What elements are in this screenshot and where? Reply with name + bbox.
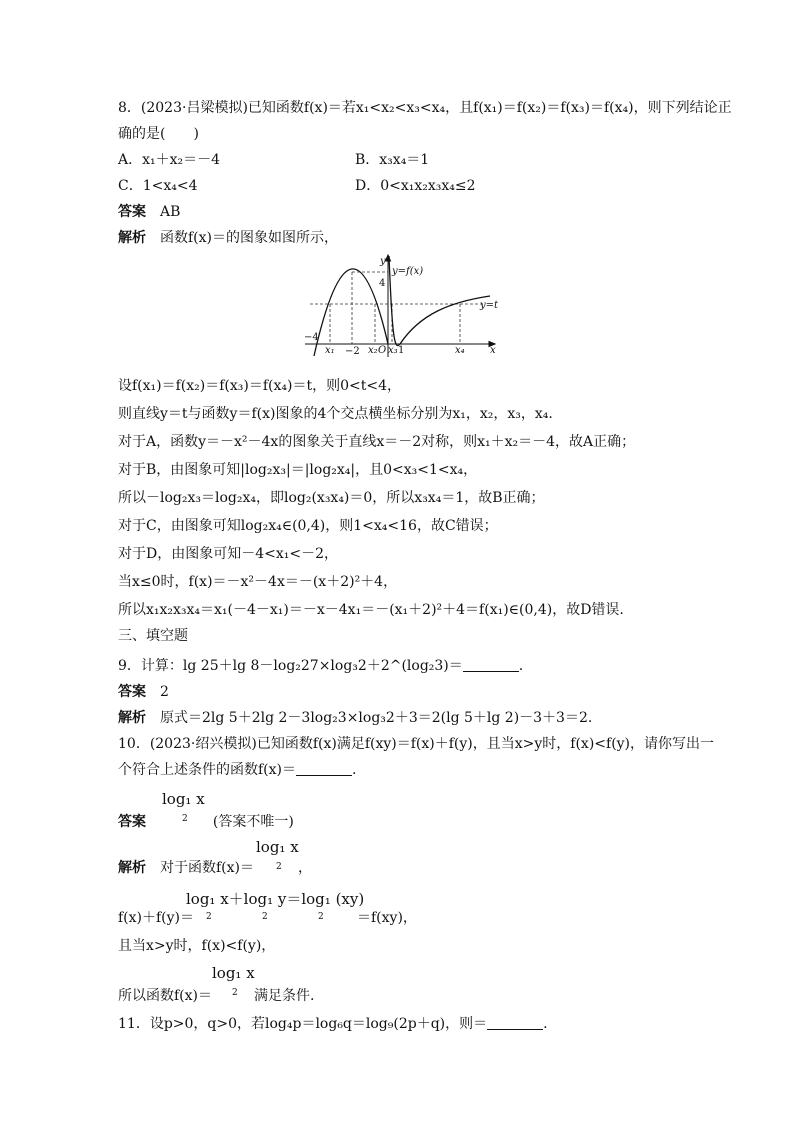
parabola-branch [314,269,388,356]
tick-four: 4 [379,278,386,289]
answer-log-expression: log₁ x [162,790,205,808]
q11-blank [487,1015,543,1030]
q8-stem-line1: 8．(2023·吕梁模拟)已知函数f(x)＝若x₁<x₂<x₃<x₄，且f(x₁)＝f(x₂)＝f(x₃)＝f(x₄)，则下列结论正 [118,100,732,116]
analysis-line-7: 对于D，由图象可知－4<x₁<－2， [118,546,339,562]
q9-analysis-row [118,708,592,728]
q9-blank [463,657,519,672]
q9-stem: 9．计算：lg 25＋lg 8－log₂27×log₃2＋2^(log₂3)＝ [118,658,463,674]
analysis-line-2: 则直线y＝t与函数y＝f(x)图象的4个交点横坐标分别为x₁，x₂，x₃，x₄. [118,406,553,422]
analysis-intro: 函数f(x)＝的图象如图所示， [160,230,339,246]
q10-analysis-line2-end: ＝f(xy)， [357,910,417,926]
q10-answer-row [118,812,294,832]
q10-stem-line2-row: 个符合上述条件的函数f(x)＝ . [118,762,357,778]
q8-option-c: C．1<x₄<4 [118,178,198,194]
answer-note: (答案不唯一) [212,814,294,830]
q9-answer-row [118,682,169,702]
t-line-label: y=t [480,300,499,311]
tick-neg4: −4 [304,332,319,343]
function-graph [300,252,510,360]
q8-option-b: B．x₃x₄＝1 [355,152,430,168]
analysis-log-sum: log₁ x＋log₁ y＝log₁ (xy) [186,890,365,908]
fx-label: y=f(x) [392,266,424,277]
analysis-line-3: 对于A，函数y＝－x²－4x的图象关于直线x＝－2对称，则x₁＋x₂＝－4，故A正确； [118,434,636,450]
analysis-label: 解析 [118,710,146,726]
answer-label: 答案 [118,684,146,700]
analysis-line-4: 对于B，由图象可知|log₂x₃|＝|log₂x₄|，且0<x₃<1<x₄， [118,462,478,478]
q8-option-d: D．0<x₁x₂x₃x₄≤2 [355,178,476,194]
label-x3: x₃ [388,345,398,356]
q8-answer-row [118,202,180,222]
q8-stem-line2: 确的是( ) [118,126,199,142]
q10-analysis-line2-start: f(x)＋f(y)＝ [118,910,195,926]
q10-analysis-row [118,858,254,878]
answer-label: 答案 [118,204,146,220]
analysis-line-1: 设f(x₁)＝f(x₂)＝f(x₃)＝f(x₄)＝t，则0<t<4， [118,378,401,394]
answer-log-base: 2 [182,814,188,824]
q9-analysis: 原式＝2lg 5＋2lg 2－3log₂3×log₃2＋3＝2(lg 5＋lg 2)－3＋3＝2. [160,710,593,726]
label-x4: x₄ [455,345,465,356]
q10-analysis-line4-end: 满足条件. [254,988,315,1004]
q10-analysis-line1-end: ， [298,860,312,876]
analysis-log-expression-1: log₁ x [256,838,299,856]
analysis-log-expression-2: log₁ x [212,964,255,982]
tick-neg2: −2 [345,346,360,357]
answer-value: 2 [160,684,169,700]
q10-stem-line1: 10．(2023·绍兴模拟)已知函数f(x)满足f(xy)＝f(x)＋f(y)，且当x>y时，f(x)<f(y)，请你写出一 [118,736,715,752]
analysis-line-9: 所以x₁x₂x₃x₄＝x₁(－4－x₁)＝－x－4x₁＝－(x₁＋2)²＋4＝f(x₁)∈(0,4)，故D错误. [118,602,624,618]
log-base-a: 2 [206,912,212,922]
log-base-b: 2 [262,912,268,922]
label-x2: x₂ [368,345,378,356]
analysis-log-base-2: 2 [232,988,238,998]
q10-analysis-line4-start: 所以函数f(x)＝ [118,988,213,1004]
q10-analysis-line3: 且当x>y时，f(x)<f(y)， [118,938,276,954]
q11-stem-row: 11．设p>0，q>0，若log₄p＝log₆q＝log₉(2p＋q)，则＝ . [118,1016,548,1032]
q9-stem-row: 9．计算：lg 25＋lg 8－log₂27×log₃2＋2^(log₂3)＝ . [118,658,524,674]
q10-blank [296,761,352,776]
analysis-line-6: 对于C，由图象可知log₂x₄∈(0,4)，则1<x₄<16，故C错误； [118,518,498,534]
y-axis-label: y [380,256,386,267]
analysis-label: 解析 [118,860,146,876]
q8-option-a: A．x₁＋x₂＝－4 [118,152,221,168]
q11-stem: 11．设p>0，q>0，若log₄p＝log₆q＝log₉(2p＋q)，则＝ [118,1016,488,1032]
analysis-log-base-1: 2 [276,862,282,872]
q10-stem-line2: 个符合上述条件的函数f(x)＝ [118,762,297,778]
analysis-line-8: 当x≤0时，f(x)＝－x²－4x＝－(x＋2)²＋4， [118,574,398,590]
x-axis-label: x [490,345,496,356]
q8-analysis-intro-row [118,228,338,248]
analysis-label: 解析 [118,230,146,246]
origin-label: O [378,345,387,356]
q10-analysis-line1: 对于函数f(x)＝ [160,860,255,876]
label-x1: x₁ [325,345,335,356]
analysis-line-5: 所以－log₂x₃＝log₂x₄，即log₂(x₃x₄)＝0，所以x₃x₄＝1，故B正确； [118,490,545,506]
tick-one: 1 [398,345,405,356]
log-base-c: 2 [318,912,324,922]
graph-guides [310,272,485,344]
answer-value: AB [160,204,181,220]
answer-label: 答案 [118,814,146,830]
section-heading: 三、填空题 [118,628,188,644]
